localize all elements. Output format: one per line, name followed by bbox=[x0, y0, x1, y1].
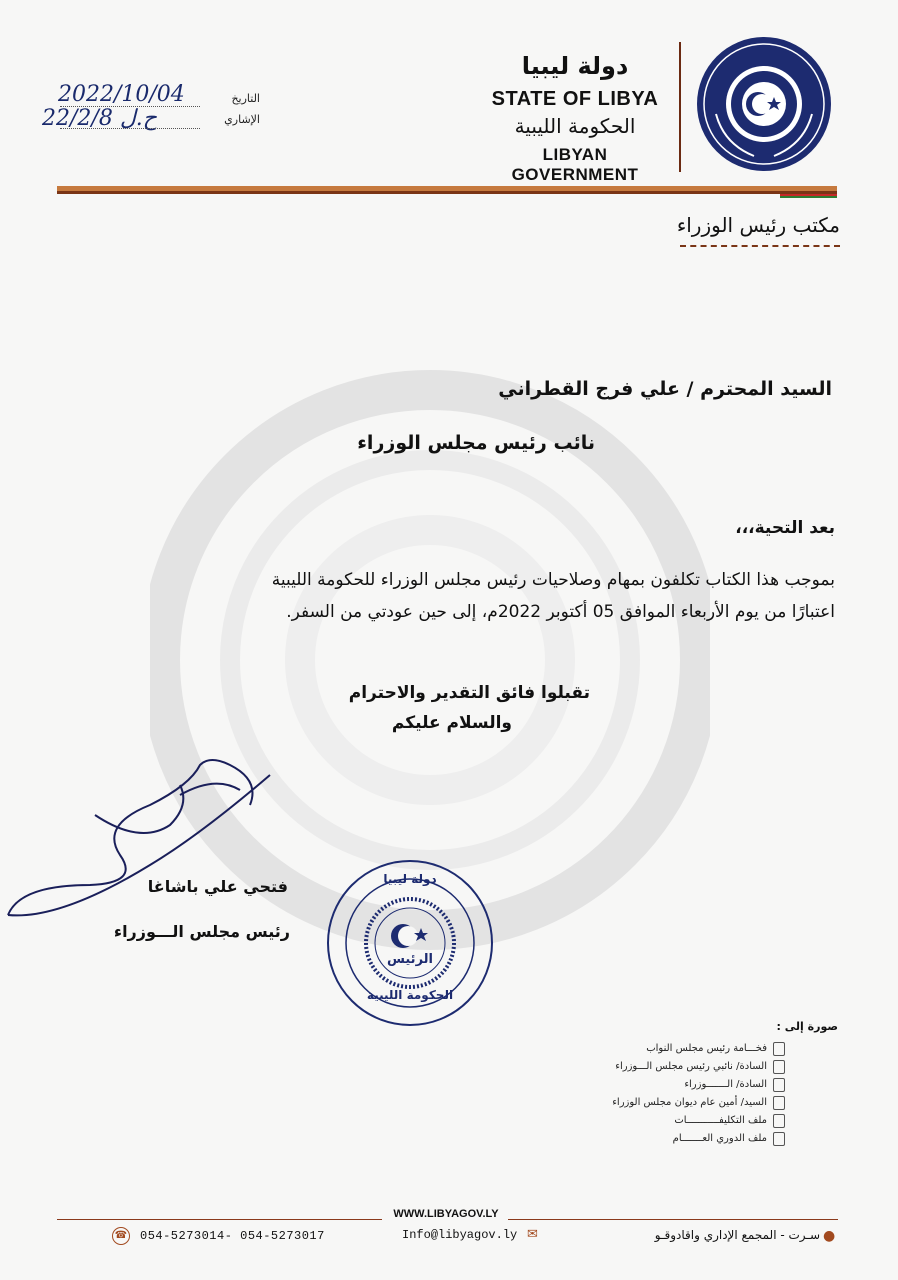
copy-item bbox=[555, 1112, 785, 1130]
document-icon bbox=[773, 1042, 785, 1056]
footer-line-right bbox=[508, 1219, 838, 1220]
copy-item-label: السيد/ أمين عام ديوان مجلس الوزراء bbox=[612, 1097, 767, 1108]
government-emblem bbox=[694, 34, 834, 174]
copy-item-label: السادة/ الـــــــوزراء bbox=[684, 1079, 767, 1090]
footer-website[interactable]: WWW.LIBYAGOV.LY bbox=[393, 1208, 499, 1220]
office-underline bbox=[680, 245, 840, 247]
closing-1: تقبلوا فائق التقدير والاحترام bbox=[348, 683, 590, 703]
stamp-center-text: الرئيس bbox=[387, 952, 433, 967]
footer-email[interactable]: Info@libyagov.ly bbox=[402, 1228, 518, 1242]
header-arabic-state: دولة ليبيا bbox=[521, 52, 629, 80]
footer-address: سـرت - المجمع الإداري واقادوقـو bbox=[654, 1228, 820, 1242]
copies-list bbox=[555, 1040, 785, 1148]
copy-item bbox=[555, 1058, 785, 1076]
copy-item bbox=[555, 1130, 785, 1148]
document-icon bbox=[773, 1096, 785, 1110]
copy-item bbox=[555, 1076, 785, 1094]
date-label: التاريخ bbox=[231, 92, 260, 105]
date-value: 2022/10/04 bbox=[58, 82, 185, 107]
copy-item-label: فخـــامة رئيس مجلس النواب bbox=[646, 1043, 767, 1054]
copy-item-label: ملف التكليفـــــــــــات bbox=[674, 1115, 767, 1126]
copy-item bbox=[555, 1094, 785, 1112]
signatory-name: فتحي علي باشاغا bbox=[147, 877, 288, 896]
copy-item-label: السادة/ نائبي رئيس مجلس الـــوزراء bbox=[615, 1061, 767, 1072]
header-divider bbox=[679, 42, 681, 172]
stamp-top-text: دولة ليبيا bbox=[383, 872, 437, 886]
handwritten-signature bbox=[0, 745, 310, 935]
header-english-state: STATE OF LIBYA bbox=[491, 88, 659, 110]
document-icon bbox=[773, 1114, 785, 1128]
footer-line-left bbox=[57, 1219, 382, 1220]
body-line-1: بموجب هذا الكتاب تكلفون بمهام وصلاحيات رئيس مجلس الوزراء للحكومة الليبية bbox=[271, 570, 835, 590]
ref-value: 22/2/8 ح.ل bbox=[42, 106, 157, 131]
header-arabic-government: الحكومة الليبية bbox=[514, 114, 636, 138]
office-title: مكتب رئيس الوزراء bbox=[676, 213, 840, 237]
body-line-2: اعتبارًا من يوم الأربعاء الموافق 05 أكتوبر 2022م، إلى حين عودتي من السفر. bbox=[286, 602, 835, 622]
copies-label: صورة إلى : bbox=[776, 1020, 838, 1033]
document-icon bbox=[773, 1132, 785, 1146]
ref-dotted-line bbox=[60, 128, 200, 129]
location-pin-icon: ● bbox=[823, 1228, 836, 1244]
addressee: السيد المحترم / علي فرج القطراني bbox=[498, 378, 832, 400]
header-bar-main bbox=[57, 191, 837, 194]
email-icon: ✉ bbox=[527, 1227, 538, 1242]
header-english-government: LIBYAN GOVERNMENT bbox=[511, 145, 639, 184]
document-icon bbox=[773, 1078, 785, 1092]
signatory-title: رئيس مجلس الـــوزراء bbox=[113, 922, 290, 941]
closing-2: والسلام عليكم bbox=[391, 713, 512, 733]
stamp-bottom-text: الحكومة الليبية bbox=[366, 988, 454, 1002]
copy-item-label: ملف الدوري العـــــــام bbox=[672, 1133, 767, 1144]
phone-icon: ☎ bbox=[112, 1227, 130, 1245]
flag-stripe-green bbox=[780, 196, 837, 198]
copy-item bbox=[555, 1040, 785, 1058]
ref-label: الإشاري bbox=[224, 113, 260, 126]
footer-phones[interactable]: 054-5273014- 054-5273017 bbox=[140, 1229, 325, 1243]
document-icon bbox=[773, 1060, 785, 1074]
addressee-title: نائب رئيس مجلس الوزراء bbox=[357, 432, 595, 454]
greeting: بعد التحية،،، bbox=[735, 518, 835, 538]
